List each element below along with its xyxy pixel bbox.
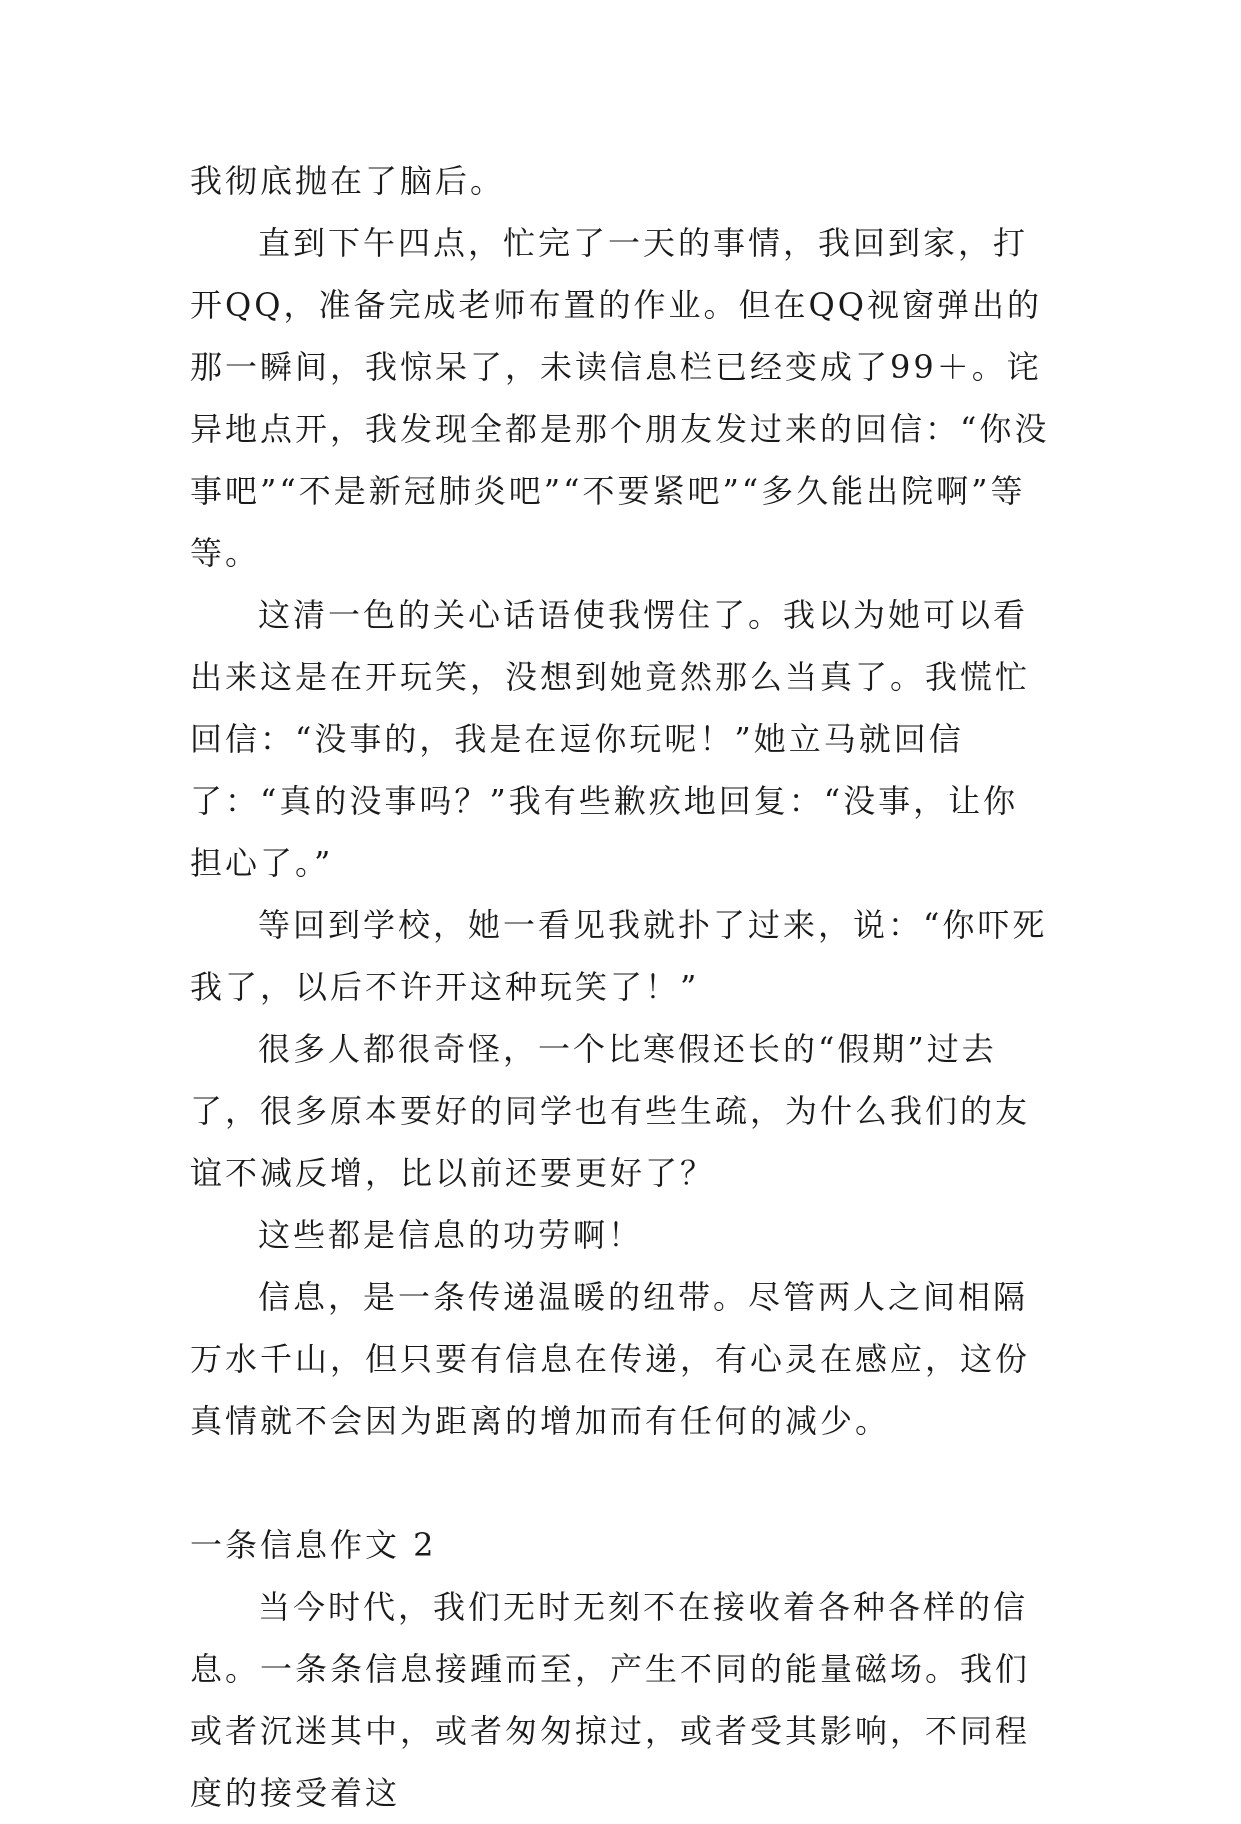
paragraph-qq-messages: 直到下午四点，忙完了一天的事情，我回到家，打开QQ，准备完成老师布置的作业。但在QQ视窗弹出的那一瞬间，我惊呆了，未读信息栏已经变成了99＋。诧异地点开，我发现全都是那个朋友发过来的回信：“你没事吧”“不是新冠肺炎吧”“不要紧吧”“多久能出院啊”等等。 [190,224,1050,572]
document-body [190,150,1050,1824]
paragraph-conclusion: 信息，是一条传递温暖的纽带。尽管两人之间相隔万水千山，但只要有信息在传递，有心灵在感应，这份真情就不会因为距离的增加而有任何的减少。 [190,1278,1031,1440]
paragraph-continued: 我彻底抛在了脑后。 [190,162,506,200]
paragraph-friendship: 很多人都很奇怪，一个比寒假还长的“假期”过去了，很多原本要好的同学也有些生疏，为什么我们的友谊不减反增，比以前还要更好了？ [190,1030,1031,1192]
paragraph-credit: 这些都是信息的功劳啊！ [258,1216,644,1254]
paragraph-section-opening: 当今时代，我们无时无刻不在接收着各种各样的信息。一条条信息接踵而至，产生不同的能量磁场。我们或者沉迷其中，或者匆匆掠过，或者受其影响，不同程度的接受着这 [190,1588,1031,1812]
paragraph-school: 等回到学校，她一看见我就扑了过来，说：“你吓死我了，以后不许开这种玩笑了！” [190,906,1048,1006]
section-title: 一条信息作文 2 [190,1526,437,1564]
paragraph-reply: 这清一色的关心话语使我愣住了。我以为她可以看出来这是在开玩笑，没想到她竟然那么当真了。我慌忙回信：“没事的，我是在逗你玩呢！”她立马就回信了：“真的没事吗？”我有些歉疚地回复：“没事，让你担心了。” [190,596,1031,882]
